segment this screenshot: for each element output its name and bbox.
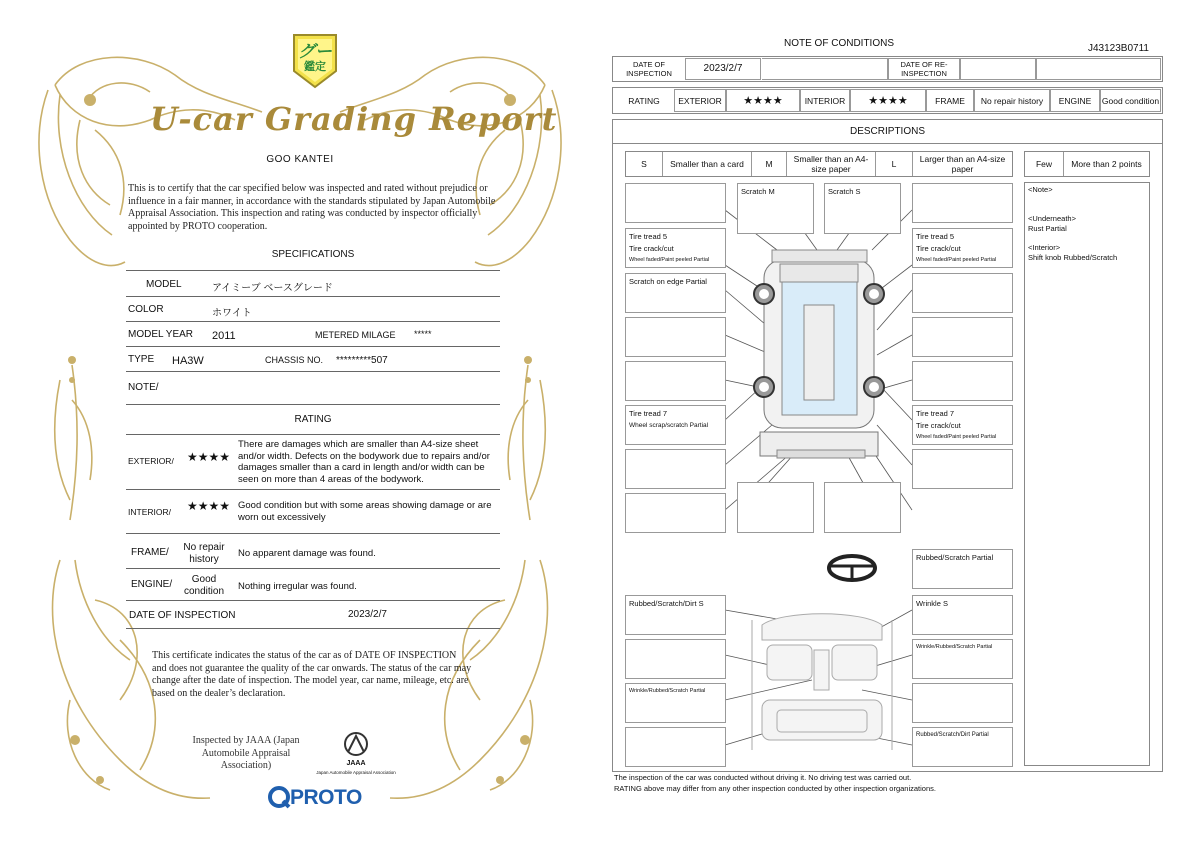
condition-box-right-3 <box>912 317 1013 357</box>
exterior-stars: ★★★★ <box>726 89 800 112</box>
divider <box>126 296 500 297</box>
frame-label: FRAME <box>926 89 974 112</box>
condition-text: Scratch on edge Partial <box>629 277 707 286</box>
exterior-description: There are damages which are smaller than A4-size sheet and/or width. Defects on the bodywork due to repairs and/or damages smaller than a card in length and/or width can be seen on more than 4 areas of the bodywork. <box>238 439 490 485</box>
divider <box>126 371 500 372</box>
legend-few: Few <box>1035 159 1053 169</box>
model-label: MODEL <box>146 279 182 290</box>
divider <box>126 346 500 347</box>
condition-text: Tire tread 7 <box>916 409 955 418</box>
condition-text: Tire tread 7 <box>629 409 668 418</box>
jaaa-label: JAAA <box>346 760 366 767</box>
condition-text: Tire crack/cut <box>916 244 961 253</box>
chassis-label: CHASSIS NO. <box>265 355 324 365</box>
legend-m-desc: Smaller than an A4-size paper <box>786 152 876 176</box>
condition-box-front-right <box>912 183 1013 223</box>
metered-mileage-label: METERED MILAGE <box>315 330 396 340</box>
note-label: NOTE/ <box>128 382 159 393</box>
condition-box-rear-left <box>737 482 814 533</box>
proto-logo-icon <box>268 786 378 810</box>
disclaimer-text: This certificate indicates the status of the car as of DATE OF INSPECTION and does not guarantee the quality of the car onwards. The status of the car may change after the date of inspection. The model year, car name, mileage, etc. are based on the dealer’s declaration. <box>152 650 472 699</box>
reinspection-label: DATE OF RE-INSPECTION <box>888 58 960 80</box>
empty-cell <box>1036 58 1161 80</box>
exterior-label: EXTERIOR/ <box>128 456 174 466</box>
divider <box>126 600 500 601</box>
legend-few-desc: More than 2 points <box>1063 152 1149 176</box>
color-label: COLOR <box>128 304 164 315</box>
condition-box-rl-tire <box>625 405 726 445</box>
model-year-label: MODEL YEAR <box>128 329 194 340</box>
condition-text: Rubbed/Scratch Partial <box>916 553 994 562</box>
reinspection-value <box>960 58 1036 80</box>
goo-kantei-badge-icon <box>288 31 342 89</box>
interior-value: Shift knob Rubbed/Scratch <box>1028 253 1118 262</box>
report-subtitle: GOO KANTEI <box>266 154 334 165</box>
condition-text: Wrinkle S <box>916 599 948 608</box>
divider <box>126 489 500 490</box>
exterior-stars: ★★★★ <box>187 450 231 464</box>
specifications-heading: SPECIFICATIONS <box>271 249 355 260</box>
empty-cell <box>762 58 888 80</box>
frame-value: No repair history <box>974 89 1050 112</box>
date-of-inspection-value: 2023/2/7 <box>348 609 387 620</box>
footer-note-2: RATING above may differ from any other inspection conducted by other inspection organizations. <box>614 784 936 793</box>
divider <box>126 270 500 271</box>
condition-box-scratch-s <box>824 183 901 234</box>
condition-box-edge <box>625 273 726 313</box>
divider <box>126 533 500 534</box>
condition-box-rear-right <box>824 482 901 533</box>
jaaa-sublabel: Japan Automobile Appraisal Association <box>316 770 396 775</box>
divider <box>126 404 500 405</box>
legend-l: L <box>891 159 897 169</box>
condition-box-fl-tire <box>625 228 726 268</box>
color-value: ホワイト <box>212 308 252 319</box>
condition-text: Wheel scrap/scratch Partial <box>629 422 709 429</box>
engine-description: Nothing irregular was found. <box>238 581 357 592</box>
condition-text: Wheel faded/Paint peeled Partial <box>916 257 997 263</box>
document-id: J43123B0711 <box>1088 43 1149 54</box>
certification-statement: This is to certify that the car specified below was inspected and rated without prejudice or influence in a fair manner, in accordance with the standards stipulated by Japan Automobile Appraisal Association. This inspection and rating was conducted by inspector officially appointed by PROTO cooperation. <box>128 183 496 232</box>
remarks-box <box>1024 182 1150 766</box>
condition-box-rear-seat <box>912 727 1013 767</box>
badge-bottom-text: 鑑定 <box>304 61 326 73</box>
condition-box-seat-left <box>625 683 726 723</box>
divider <box>612 143 1163 144</box>
condition-box-fr-tire <box>912 228 1013 268</box>
frame-label: FRAME/ <box>131 547 169 558</box>
inspected-by-text: Inspected by JAAA (Japan Automobile Appraisal Association) <box>192 735 300 771</box>
legend-s: S <box>641 159 647 169</box>
frame-value: No repair history <box>183 542 225 565</box>
interior-description: Good condition but with some areas showing damage or are worn out excessively <box>238 500 492 523</box>
divider <box>126 321 500 322</box>
rating-heading: RATING <box>294 414 332 425</box>
condition-box-scratch-m <box>737 183 814 234</box>
chassis-value: *********507 <box>336 355 388 366</box>
engine-value: Good condition <box>1100 89 1161 112</box>
interior-heading: <Interior> <box>1028 243 1061 252</box>
frame-description: No apparent damage was found. <box>238 548 376 559</box>
condition-box-right-4 <box>912 361 1013 401</box>
engine-label: ENGINE <box>1050 89 1100 112</box>
descriptions-heading: DESCRIPTIONS <box>849 126 925 137</box>
note-remark-heading: <Note> <box>1028 185 1053 194</box>
metered-mileage-value: ***** <box>414 329 432 339</box>
type-value: HA3W <box>172 355 204 367</box>
condition-box-left-3 <box>625 317 726 357</box>
condition-text: Wheel faded/Paint peeled Partial <box>629 257 710 263</box>
condition-box-steering <box>912 549 1013 589</box>
interior-label: INTERIOR/ <box>128 507 171 517</box>
condition-box-front-left <box>625 183 726 223</box>
condition-box-right-2 <box>912 273 1013 313</box>
report-title: U-car Grading Report <box>150 100 558 138</box>
date-of-inspection-label: DATE OF INSPECTION <box>129 610 236 621</box>
engine-label: ENGINE/ <box>131 579 173 590</box>
interior-stars: ★★★★ <box>187 499 231 513</box>
condition-box-rr-tire <box>912 405 1013 445</box>
condition-text: Rubbed/Scratch/Dirt Partial <box>916 732 989 738</box>
legend-m: M <box>765 159 773 169</box>
condition-box-dash <box>625 595 726 635</box>
condition-box-wrinkle-s <box>912 595 1013 635</box>
badge-top-text: グー <box>298 42 332 61</box>
condition-box-right-6 <box>912 449 1013 489</box>
condition-text: Scratch S <box>828 187 861 196</box>
condition-text: Tire tread 5 <box>629 232 668 241</box>
date-of-inspection-value: 2023/2/7 <box>685 58 761 80</box>
condition-text: Rubbed/Scratch/Dirt S <box>629 599 704 608</box>
rating-label: RATING <box>628 95 660 106</box>
interior-label: INTERIOR <box>800 89 850 112</box>
type-label: TYPE <box>128 354 155 365</box>
condition-box-left-seat-1 <box>625 639 726 679</box>
condition-text: Wrinkle/Rubbed/Scratch Partial <box>916 644 993 650</box>
divider <box>126 434 500 435</box>
engine-value: Good condition <box>183 574 225 597</box>
exterior-label: EXTERIOR <box>674 89 726 112</box>
condition-text: Tire tread 5 <box>916 232 955 241</box>
condition-text: Tire crack/cut <box>916 421 961 430</box>
underneath-heading: <Underneath> <box>1028 214 1076 223</box>
condition-text: Scratch M <box>741 187 775 196</box>
proto-logo-text: PROTO <box>290 786 362 809</box>
condition-box-left-4 <box>625 361 726 401</box>
footer-note-1: The inspection of the car was conducted without driving it. No driving test was carried out. <box>614 773 912 782</box>
date-of-inspection-label: DATE OF INSPECTION <box>626 60 672 78</box>
legend-l-desc: Larger than an A4-size paper <box>912 152 1012 176</box>
jaaa-logo-icon <box>318 730 394 780</box>
condition-text: Tire crack/cut <box>629 244 674 253</box>
condition-box-seat-right <box>912 639 1013 679</box>
condition-box-right-seat-2 <box>912 683 1013 723</box>
condition-box-left-rear <box>625 727 726 767</box>
condition-box-left-7 <box>625 493 726 533</box>
underneath-value: Rust Partial <box>1028 224 1067 233</box>
model-value: アイミーブ ベースグレード <box>212 283 333 294</box>
interior-stars: ★★★★ <box>850 89 926 112</box>
divider <box>126 568 500 569</box>
divider <box>126 628 500 629</box>
condition-text: Wheel faded/Paint peeled Partial <box>916 434 997 440</box>
model-year-value: 2011 <box>212 330 236 342</box>
note-heading: NOTE OF CONDITIONS <box>784 38 894 49</box>
condition-box-left-6 <box>625 449 726 489</box>
condition-text: Wrinkle/Rubbed/Scratch Partial <box>629 688 706 694</box>
legend-s-desc: Smaller than a card <box>662 152 752 176</box>
